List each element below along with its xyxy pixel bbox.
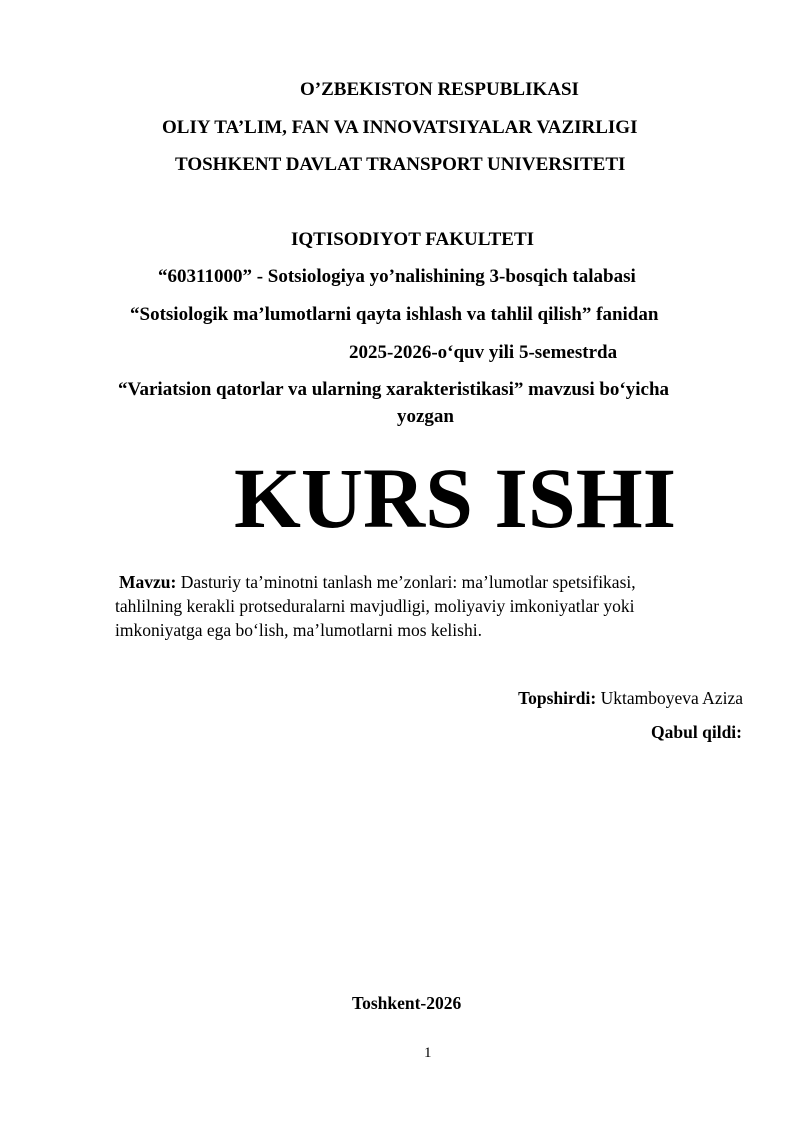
subject-line: “Sotsiologik ma’lumotlarni qayta ishlash va tahlil qilish” fanidan	[130, 304, 659, 325]
topic-line-continued: yozgan	[397, 406, 454, 427]
mavzu-text-line1: Dasturiy ta’minotni tanlash me’zonlari: ma’lumotlar spetsifikasi,	[176, 572, 636, 592]
mavzu-text-line2: tahlilning kerakli protseduralarni mavjudligi, moliyaviy imkoniyatlar yoki	[115, 596, 635, 616]
mavzu-label: Mavzu:	[119, 572, 177, 592]
university-heading: TOSHKENT DAVLAT TRANSPORT UNIVERSITETI	[175, 154, 626, 175]
city-year: Toshkent-2026	[352, 993, 462, 1013]
mavzu-first-line	[115, 570, 715, 594]
faculty-heading: IQTISODIYOT FAKULTETI	[291, 229, 535, 250]
mavzu-paragraph	[115, 570, 715, 642]
semester-line: 2025-2026-o‘quv yili 5-semestrda	[349, 342, 618, 363]
page-number: 1	[424, 1045, 432, 1061]
submitted-label: Topshirdi:	[518, 688, 597, 708]
country-heading: O’ZBEKISTON RESPUBLIKASI	[300, 79, 579, 100]
document-title: KURS ISHI	[234, 450, 677, 546]
ministry-heading: OLIY TA’LIM, FAN VA INNOVATSIYALAR VAZIRLIGI	[162, 117, 638, 138]
submitted-name: Uktamboyeva Aziza	[596, 688, 743, 708]
student-line: “60311000” - Sotsiologiya yo’nalishining 3-bosqich talabasi	[158, 266, 636, 287]
mavzu-text-line3: imkoniyatga ega bo‘lish, ma’lumotlarni mos kelishi.	[115, 620, 482, 640]
accepted-by-label: Qabul qildi:	[651, 722, 742, 742]
submitted-by	[518, 686, 743, 710]
topic-line: “Variatsion qatorlar va ularning xarakteristikasi” mavzusi bo‘yicha	[118, 379, 670, 400]
